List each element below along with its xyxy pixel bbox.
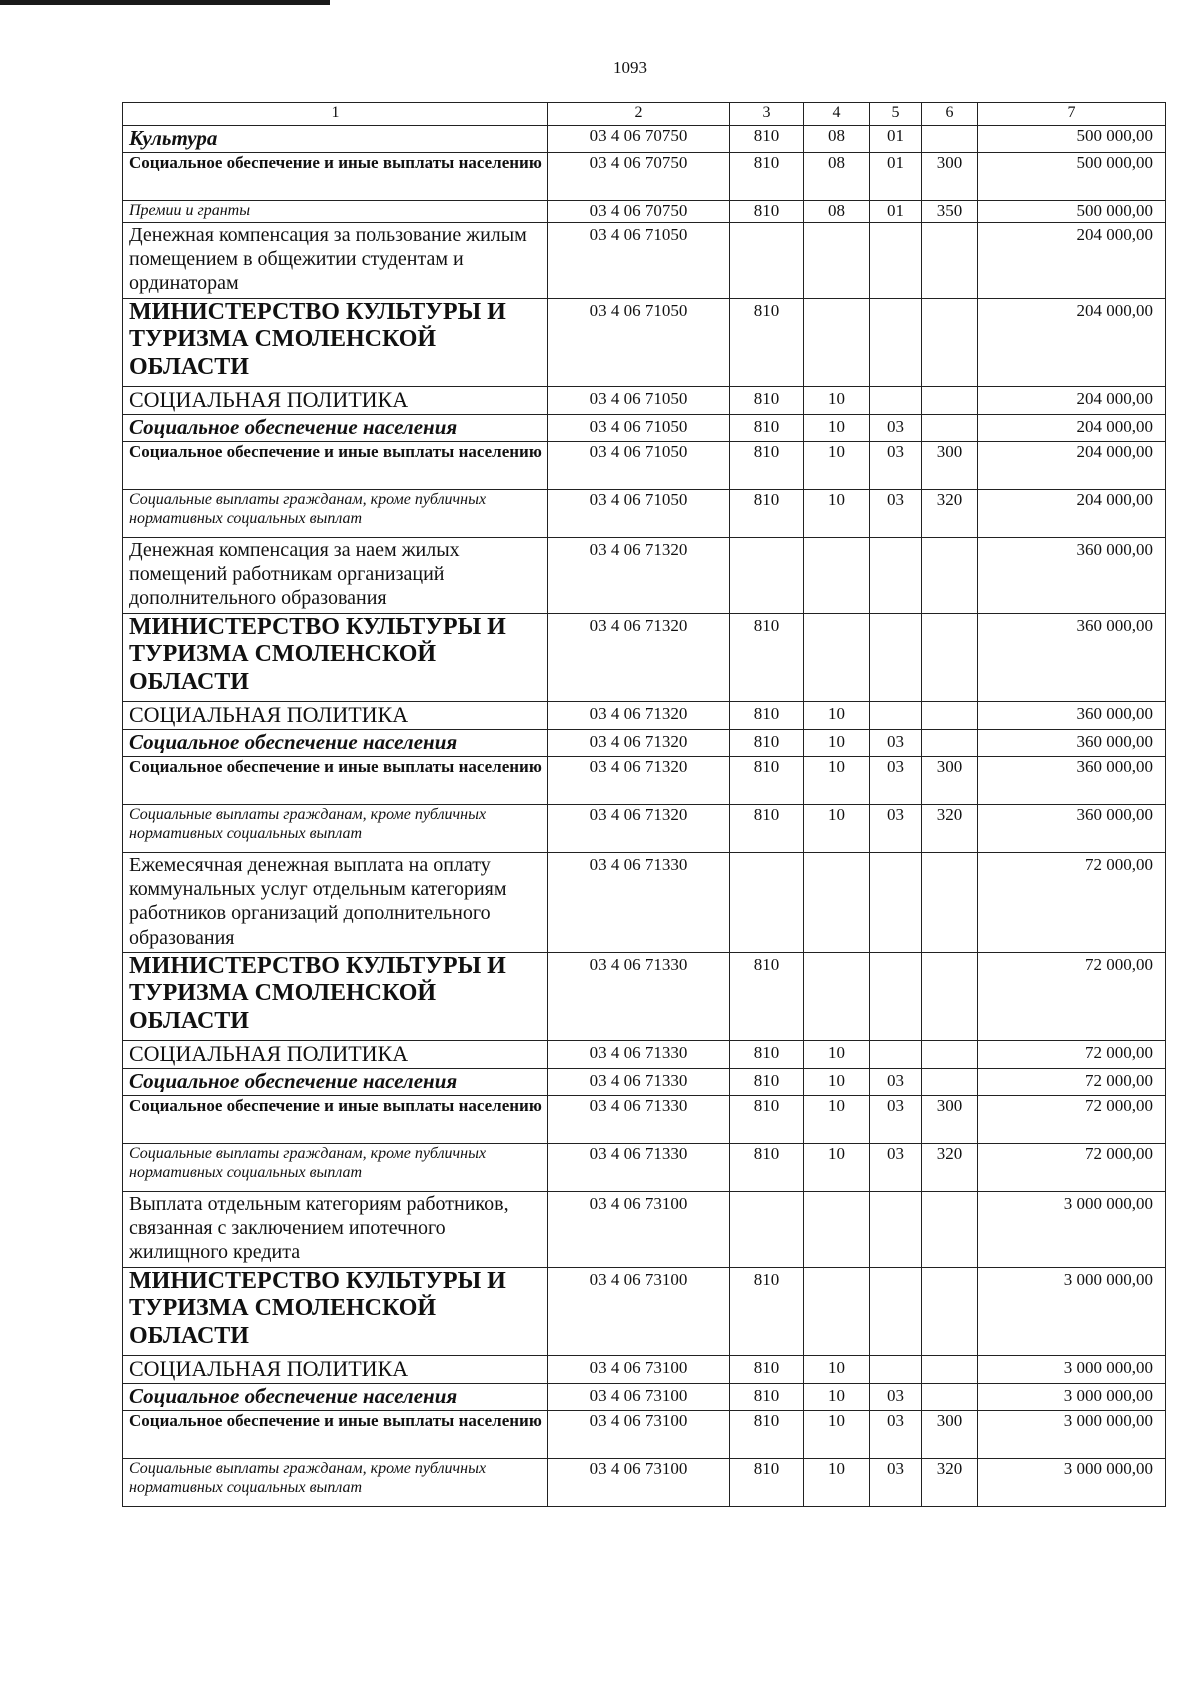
row-amount-cell: 3 000 000,00 [978,1410,1166,1458]
row-col3-cell: 810 [730,729,804,756]
row-col3-cell: 810 [730,441,804,489]
table-row [123,1458,1166,1506]
row-amount-cell: 3 000 000,00 [978,1458,1166,1506]
table-row [123,298,1166,386]
header-cell-1: 1 [123,103,548,126]
row-col3-cell: 810 [730,1040,804,1068]
row-col5-cell: 01 [870,200,922,222]
row-col4-cell [804,222,870,298]
row-code-cell: 03 4 06 71320 [548,613,730,701]
row-col4-cell: 10 [804,1068,870,1095]
row-col5-cell [870,1355,922,1383]
row-col5-cell: 01 [870,152,922,200]
row-code-cell: 03 4 06 71050 [548,414,730,441]
row-col5-cell: 03 [870,1410,922,1458]
row-col4-cell: 10 [804,1458,870,1506]
row-name-cell: Премии и гранты [123,200,548,222]
row-amount-cell: 500 000,00 [978,126,1166,153]
row-col6-cell [922,222,978,298]
row-col3-cell [730,537,804,613]
header-cell-6: 6 [922,103,978,126]
row-code-cell: 03 4 06 73100 [548,1191,730,1267]
row-name-cell: Социальное обеспечение и иные выплаты населению [123,1095,548,1143]
table-row [123,729,1166,756]
row-col5-cell: 03 [870,1095,922,1143]
row-col6-cell [922,1068,978,1095]
row-col3-cell: 810 [730,414,804,441]
row-name-cell: Социальные выплаты гражданам, кроме публичных нормативных социальных выплат [123,1143,548,1191]
row-col6-cell: 320 [922,489,978,537]
row-col6-cell [922,952,978,1040]
row-col5-cell [870,952,922,1040]
row-name-cell: МИНИСТЕРСТВО КУЛЬТУРЫ И ТУРИЗМА СМОЛЕНСКОЙ ОБЛАСТИ [123,613,548,701]
row-col3-cell [730,852,804,952]
table-row [123,852,1166,952]
row-col3-cell [730,222,804,298]
table-row [123,804,1166,852]
row-col6-cell [922,1355,978,1383]
table-row [123,613,1166,701]
row-col3-cell: 810 [730,126,804,153]
row-col4-cell: 10 [804,701,870,729]
row-name-cell: Социальное обеспечение населения [123,1068,548,1095]
row-name-cell: Социальное обеспечение населения [123,414,548,441]
row-col5-cell: 01 [870,126,922,153]
row-col4-cell [804,852,870,952]
page-number: 1093 [613,58,647,77]
row-name-cell: Социальные выплаты гражданам, кроме публичных нормативных социальных выплат [123,1458,548,1506]
row-name-cell: МИНИСТЕРСТВО КУЛЬТУРЫ И ТУРИЗМА СМОЛЕНСКОЙ ОБЛАСТИ [123,298,548,386]
row-amount-cell: 204 000,00 [978,222,1166,298]
row-col4-cell: 10 [804,729,870,756]
row-col6-cell [922,1191,978,1267]
row-amount-cell: 3 000 000,00 [978,1355,1166,1383]
row-name-cell: МИНИСТЕРСТВО КУЛЬТУРЫ И ТУРИЗМА СМОЛЕНСКОЙ ОБЛАСТИ [123,1267,548,1355]
row-amount-cell: 360 000,00 [978,613,1166,701]
row-col6-cell: 320 [922,1143,978,1191]
row-col6-cell [922,1267,978,1355]
row-name-cell: Социальное обеспечение и иные выплаты населению [123,441,548,489]
row-amount-cell: 500 000,00 [978,200,1166,222]
table-row [123,701,1166,729]
row-col3-cell: 810 [730,804,804,852]
row-col6-cell: 300 [922,756,978,804]
row-code-cell: 03 4 06 73100 [548,1383,730,1410]
row-col4-cell [804,613,870,701]
row-code-cell: 03 4 06 71320 [548,804,730,852]
row-col6-cell [922,126,978,153]
row-amount-cell: 500 000,00 [978,152,1166,200]
row-col5-cell: 03 [870,1458,922,1506]
row-col6-cell [922,1040,978,1068]
row-col4-cell [804,952,870,1040]
row-name-cell: Социальное обеспечение населения [123,1383,548,1410]
row-col5-cell [870,298,922,386]
row-amount-cell: 72 000,00 [978,1040,1166,1068]
row-name-cell: МИНИСТЕРСТВО КУЛЬТУРЫ И ТУРИЗМА СМОЛЕНСКОЙ ОБЛАСТИ [123,952,548,1040]
row-col5-cell [870,222,922,298]
row-col4-cell: 10 [804,414,870,441]
row-col5-cell: 03 [870,1383,922,1410]
row-col5-cell [870,701,922,729]
row-amount-cell: 360 000,00 [978,756,1166,804]
row-col4-cell: 10 [804,489,870,537]
row-amount-cell: 360 000,00 [978,729,1166,756]
row-code-cell: 03 4 06 71320 [548,729,730,756]
row-col6-cell [922,613,978,701]
row-col4-cell: 10 [804,1410,870,1458]
row-amount-cell: 204 000,00 [978,298,1166,386]
row-amount-cell: 72 000,00 [978,852,1166,952]
table-row [123,386,1166,414]
row-col5-cell [870,1191,922,1267]
top-border-line [0,0,330,5]
row-col4-cell: 08 [804,152,870,200]
row-name-cell: Социальные выплаты гражданам, кроме публичных нормативных социальных выплат [123,804,548,852]
row-col6-cell: 300 [922,1410,978,1458]
row-col3-cell: 810 [730,1383,804,1410]
row-amount-cell: 204 000,00 [978,414,1166,441]
row-name-cell: Социальное обеспечение и иные выплаты населению [123,1410,548,1458]
row-col3-cell: 810 [730,200,804,222]
budget-table [122,102,1166,1507]
table-row [123,756,1166,804]
row-col3-cell: 810 [730,1143,804,1191]
row-col3-cell: 810 [730,1410,804,1458]
row-name-cell: СОЦИАЛЬНАЯ ПОЛИТИКА [123,1040,548,1068]
table-row [123,1143,1166,1191]
row-col6-cell: 320 [922,1458,978,1506]
row-col6-cell: 320 [922,804,978,852]
row-amount-cell: 72 000,00 [978,1095,1166,1143]
row-name-cell: Выплата отдельным категориям работников, связанная с заключением ипотечного жилищного кредита [123,1191,548,1267]
table-row [123,1068,1166,1095]
row-col5-cell [870,852,922,952]
row-amount-cell: 360 000,00 [978,804,1166,852]
row-code-cell: 03 4 06 71320 [548,756,730,804]
row-col3-cell: 810 [730,1095,804,1143]
row-name-cell: Социальное обеспечение и иные выплаты населению [123,152,548,200]
row-col4-cell [804,298,870,386]
row-col4-cell: 10 [804,1040,870,1068]
header-cell-4: 4 [804,103,870,126]
table-row [123,537,1166,613]
row-col5-cell [870,537,922,613]
header-cell-3: 3 [730,103,804,126]
row-col6-cell: 350 [922,200,978,222]
table-row [123,1191,1166,1267]
row-col3-cell: 810 [730,489,804,537]
row-col5-cell: 03 [870,804,922,852]
table-row [123,1410,1166,1458]
row-col4-cell: 10 [804,804,870,852]
row-code-cell: 03 4 06 71330 [548,952,730,1040]
row-name-cell: СОЦИАЛЬНАЯ ПОЛИТИКА [123,1355,548,1383]
row-code-cell: 03 4 06 71330 [548,1095,730,1143]
row-col3-cell: 810 [730,298,804,386]
row-col5-cell: 03 [870,441,922,489]
row-amount-cell: 360 000,00 [978,537,1166,613]
header-row [123,103,1166,126]
table-row [123,1267,1166,1355]
table-row [123,200,1166,222]
row-amount-cell: 72 000,00 [978,1143,1166,1191]
row-col6-cell [922,1383,978,1410]
header-cell-7: 7 [978,103,1166,126]
row-amount-cell: 3 000 000,00 [978,1191,1166,1267]
table-row [123,1355,1166,1383]
row-col4-cell: 10 [804,1355,870,1383]
row-name-cell: Ежемесячная денежная выплата на оплату коммунальных услуг отдельным категориям работников организаций дополнительного образования [123,852,548,952]
row-col4-cell: 08 [804,200,870,222]
row-col4-cell: 10 [804,386,870,414]
row-code-cell: 03 4 06 71050 [548,489,730,537]
row-col3-cell: 810 [730,1355,804,1383]
row-code-cell: 03 4 06 71050 [548,298,730,386]
row-col6-cell: 300 [922,1095,978,1143]
row-code-cell: 03 4 06 73100 [548,1458,730,1506]
table-row [123,489,1166,537]
row-name-cell: СОЦИАЛЬНАЯ ПОЛИТИКА [123,386,548,414]
row-col4-cell: 10 [804,441,870,489]
row-amount-cell: 204 000,00 [978,441,1166,489]
row-col6-cell [922,852,978,952]
row-name-cell: Социальное обеспечение населения [123,729,548,756]
row-col6-cell: 300 [922,441,978,489]
table-row [123,1383,1166,1410]
row-code-cell: 03 4 06 73100 [548,1355,730,1383]
row-amount-cell: 3 000 000,00 [978,1383,1166,1410]
row-col6-cell [922,729,978,756]
row-code-cell: 03 4 06 70750 [548,200,730,222]
row-col3-cell: 810 [730,756,804,804]
row-col5-cell [870,613,922,701]
table-row [123,1095,1166,1143]
row-code-cell: 03 4 06 71050 [548,441,730,489]
row-col6-cell [922,298,978,386]
table-row [123,222,1166,298]
row-col3-cell: 810 [730,1458,804,1506]
row-col5-cell: 03 [870,489,922,537]
row-code-cell: 03 4 06 71330 [548,1040,730,1068]
row-name-cell: СОЦИАЛЬНАЯ ПОЛИТИКА [123,701,548,729]
table-row [123,1040,1166,1068]
table-row [123,126,1166,153]
row-code-cell: 03 4 06 71330 [548,1068,730,1095]
row-col4-cell: 10 [804,1095,870,1143]
table-row [123,414,1166,441]
row-col3-cell: 810 [730,1068,804,1095]
row-col5-cell [870,386,922,414]
row-code-cell: 03 4 06 71330 [548,1143,730,1191]
row-col5-cell: 03 [870,1143,922,1191]
row-col4-cell [804,1191,870,1267]
row-col4-cell: 10 [804,1383,870,1410]
row-code-cell: 03 4 06 73100 [548,1267,730,1355]
row-amount-cell: 72 000,00 [978,1068,1166,1095]
row-name-cell: Денежная компенсация за наем жилых помещений работникам организаций дополнительного образования [123,537,548,613]
row-code-cell: 03 4 06 70750 [548,152,730,200]
row-code-cell: 03 4 06 71320 [548,701,730,729]
row-name-cell: Социальное обеспечение и иные выплаты населению [123,756,548,804]
row-name-cell: Денежная компенсация за пользование жилым помещением в общежитии студентам и ординаторам [123,222,548,298]
row-amount-cell: 72 000,00 [978,952,1166,1040]
row-col3-cell: 810 [730,952,804,1040]
row-col5-cell: 03 [870,729,922,756]
row-col3-cell: 810 [730,701,804,729]
row-col6-cell [922,537,978,613]
row-amount-cell: 204 000,00 [978,386,1166,414]
row-col4-cell: 10 [804,756,870,804]
row-code-cell: 03 4 06 71050 [548,222,730,298]
table-row [123,441,1166,489]
row-amount-cell: 3 000 000,00 [978,1267,1166,1355]
row-col3-cell: 810 [730,613,804,701]
table-row [123,152,1166,200]
row-col3-cell: 810 [730,152,804,200]
header-cell-5: 5 [870,103,922,126]
row-col5-cell: 03 [870,1068,922,1095]
row-col5-cell: 03 [870,414,922,441]
row-col4-cell: 10 [804,1143,870,1191]
row-name-cell: Культура [123,126,548,153]
row-col3-cell: 810 [730,386,804,414]
row-amount-cell: 204 000,00 [978,489,1166,537]
row-code-cell: 03 4 06 73100 [548,1410,730,1458]
row-amount-cell: 360 000,00 [978,701,1166,729]
row-name-cell: Социальные выплаты гражданам, кроме публичных нормативных социальных выплат [123,489,548,537]
header-cell-2: 2 [548,103,730,126]
row-col6-cell [922,386,978,414]
row-col3-cell: 810 [730,1267,804,1355]
row-col5-cell [870,1267,922,1355]
row-col4-cell [804,537,870,613]
row-code-cell: 03 4 06 71330 [548,852,730,952]
row-col6-cell [922,414,978,441]
row-col5-cell: 03 [870,756,922,804]
row-col5-cell [870,1040,922,1068]
row-col4-cell [804,1267,870,1355]
row-code-cell: 03 4 06 71320 [548,537,730,613]
row-col4-cell: 08 [804,126,870,153]
row-code-cell: 03 4 06 70750 [548,126,730,153]
table-row [123,952,1166,1040]
row-col3-cell [730,1191,804,1267]
row-col6-cell: 300 [922,152,978,200]
row-col6-cell [922,701,978,729]
row-code-cell: 03 4 06 71050 [548,386,730,414]
